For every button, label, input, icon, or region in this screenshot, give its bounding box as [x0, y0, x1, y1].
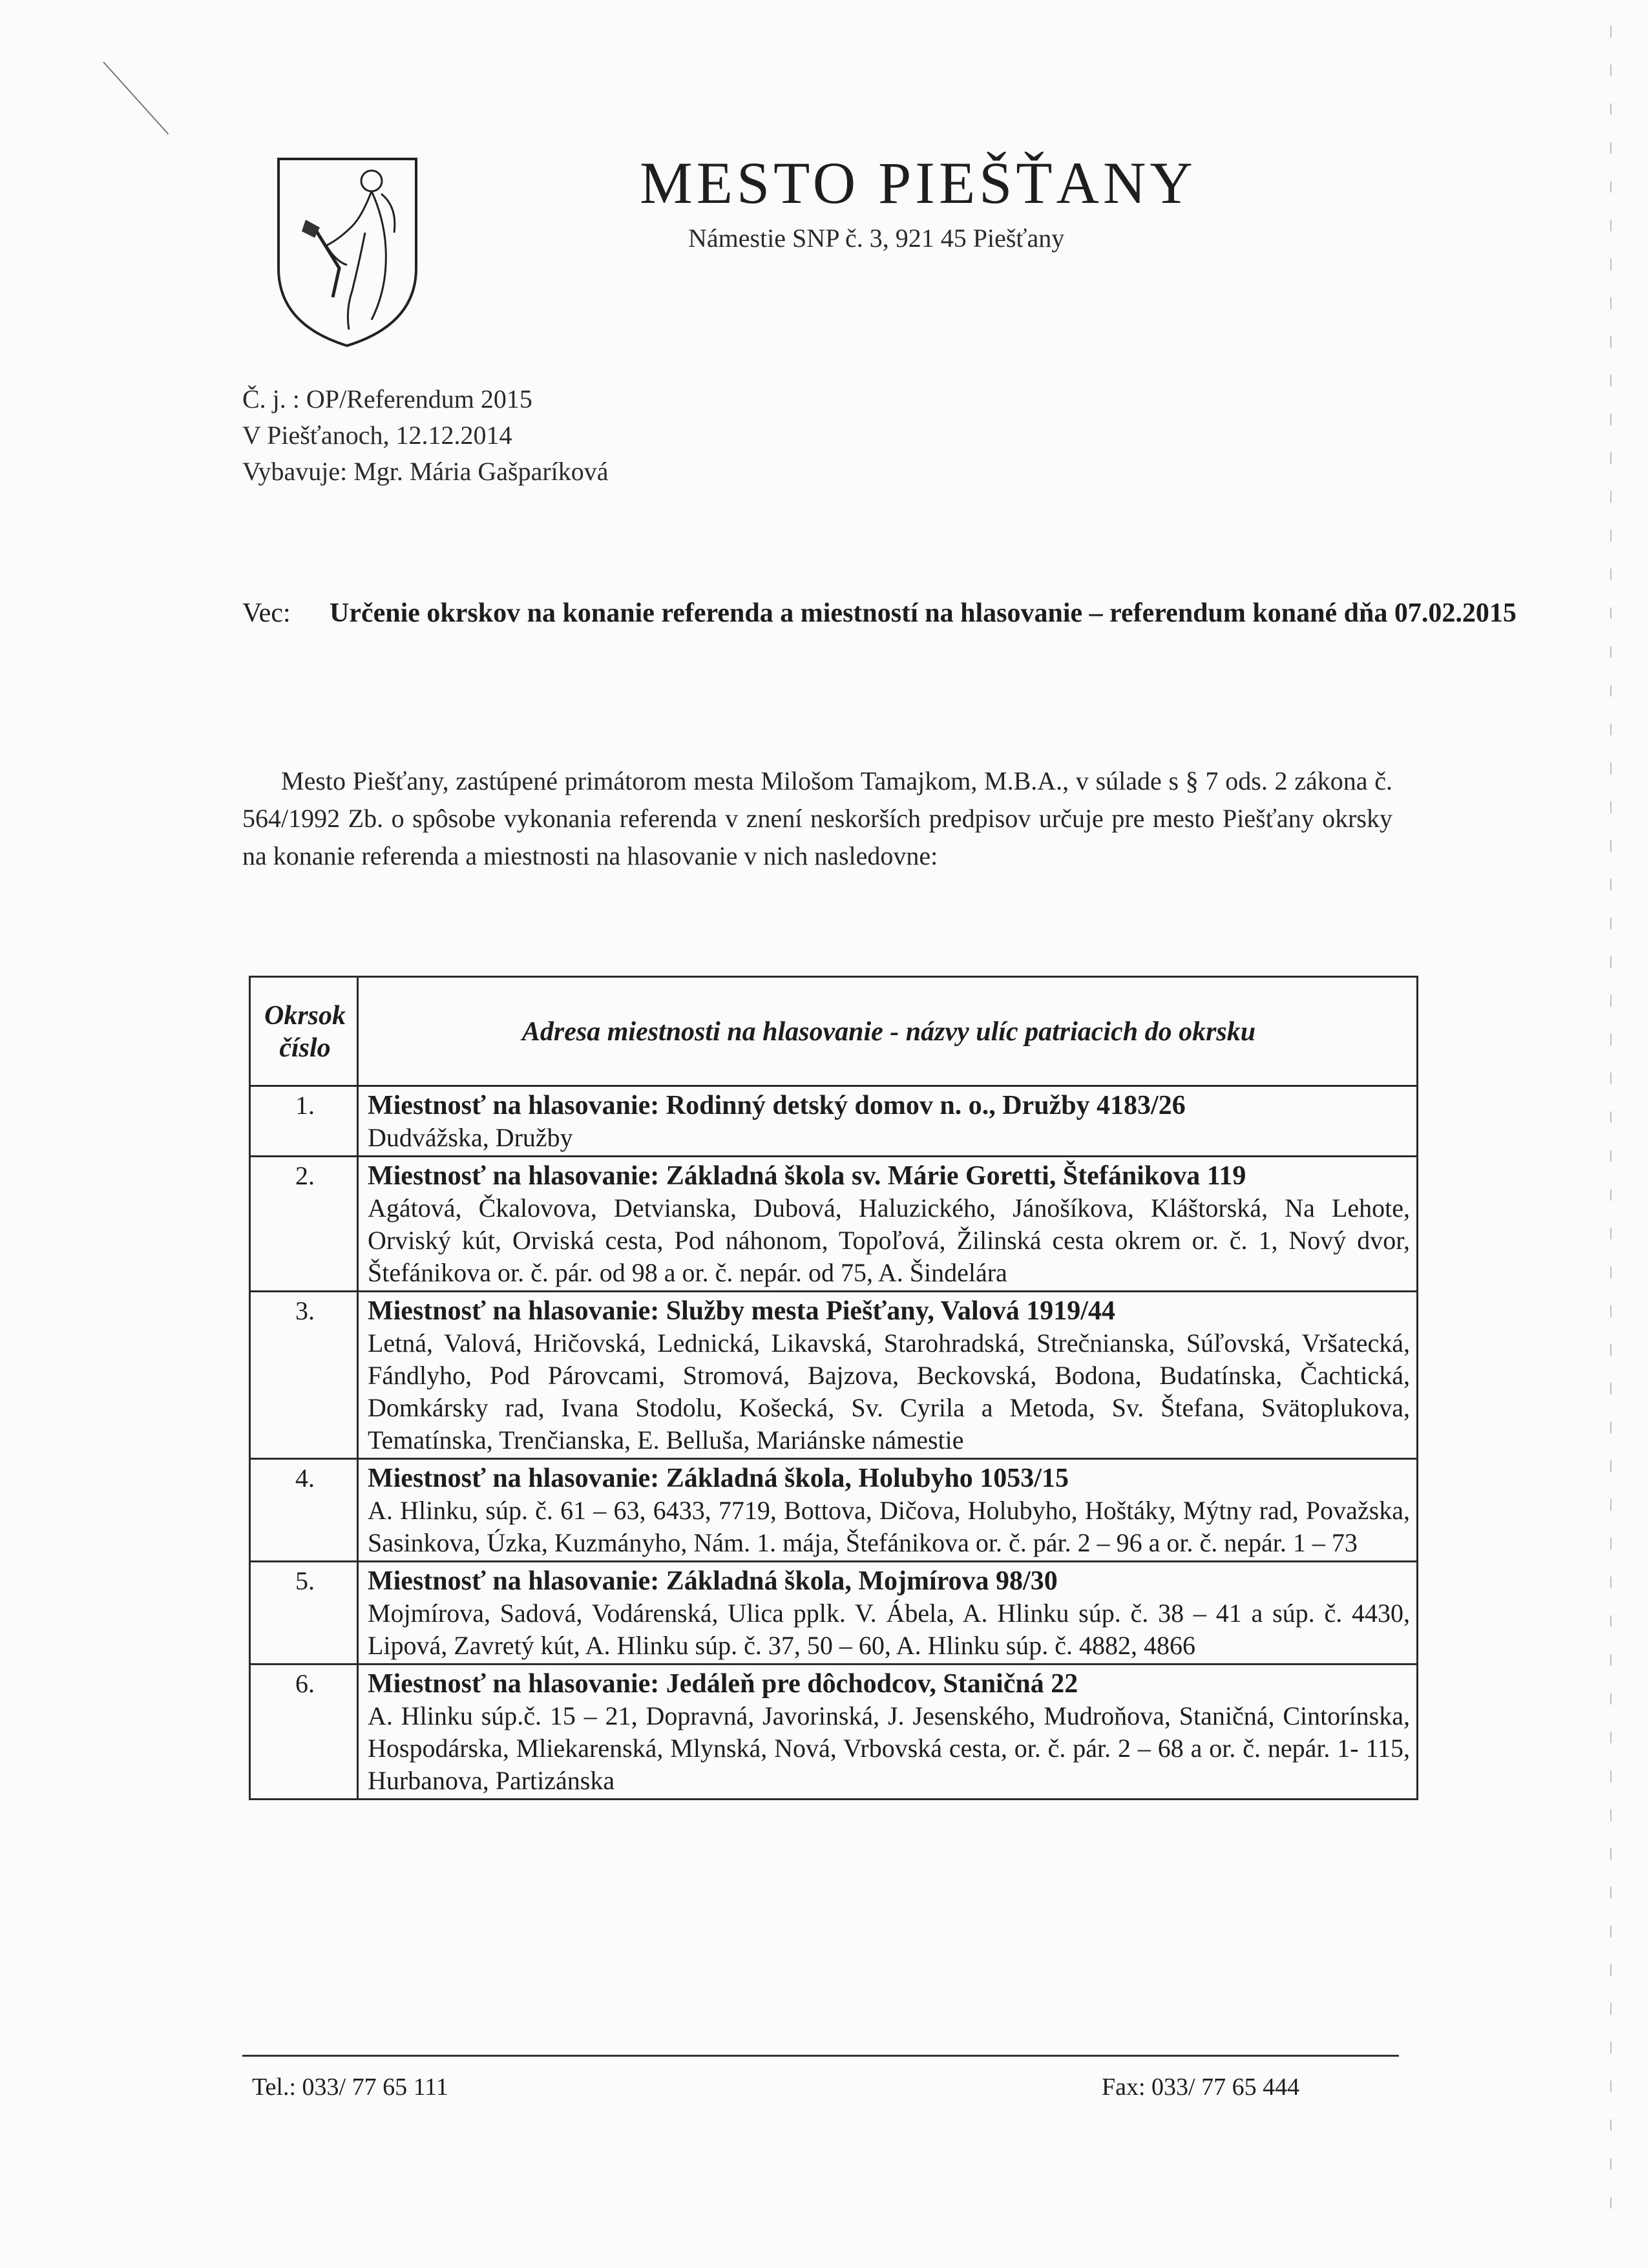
footer-divider	[242, 2055, 1399, 2057]
district-cell	[358, 1292, 1418, 1459]
footer-phone: Tel.: 033/ 77 65 111	[252, 2074, 448, 2101]
district-number: 3.	[250, 1292, 358, 1459]
intro-paragraph: Mesto Piešťany, zastúpené primátorom mesta Milošom Tamajkom, M.B.A., v súlade s § 7 ods. 2 zákona č. 564/1992 Zb. o spôsobe vykonania referenda v znení neskorších predpisov určuje pre mesto Piešťany okrsky na konanie referenda a miestnosti na hlasovanie v nich nasledovne:	[242, 766, 1392, 870]
city-address: Námestie SNP č. 3, 921 45 Piešťany	[688, 224, 1065, 253]
street-list: Mojmírova, Sadová, Vodárenská, Ulica pplk. V. Ábela, A. Hlinku súp. č. 38 – 41 a súp. č. 4430, Lipová, Zavretý kút, A. Hlinku súp. č. 37, 50 – 60, A. Hlinku súp. č. 4882, 4866	[368, 1599, 1410, 1660]
table-row	[250, 1562, 1418, 1664]
district-number: 1.	[250, 1086, 358, 1157]
city-title: MESTO PIEŠŤANY	[640, 150, 1197, 216]
table-row	[250, 1157, 1418, 1292]
voting-room: Miestnosť na hlasovanie: Základná škola sv. Márie Goretti, Štefánikova 119	[368, 1161, 1246, 1191]
table-row	[250, 1664, 1418, 1800]
district-cell	[358, 1459, 1418, 1562]
reference-block	[242, 381, 609, 490]
street-list: Agátová, Čkalovova, Detvianska, Dubová, Haluzického, Jánošíkova, Kláštorská, Na Lehote, Orviský kút, Orviská cesta, Pod náhonom, Topoľová, Žilinská cesta okrem or. č. 1, Nový dvor, Štefánikova or. č. pár. od 98 a or. č. nepár. od 75, A. Šindelára	[368, 1193, 1410, 1287]
voting-room: Miestnosť na hlasovanie: Základná škola, Holubyho 1053/15	[368, 1464, 1069, 1493]
district-number: 4.	[250, 1459, 358, 1562]
voting-room: Miestnosť na hlasovanie: Základná škola, Mojmírova 98/30	[368, 1566, 1058, 1596]
place-date: V Piešťanoch, 12.12.2014	[242, 421, 512, 450]
street-list: A. Hlinku, súp. č. 61 – 63, 6433, 7719, Bottova, Dičova, Holubyho, Hoštáky, Mýtny rad, Považska, Sasinkova, Úzka, Kuzmányho, Nám. 1. mája, Štefánikova or. č. pár. 2 – 96 a or. č. nepár. 1 – 73	[368, 1496, 1410, 1557]
table-header-row	[250, 977, 1418, 1086]
case-number: Č. j. : OP/Referendum 2015	[242, 384, 532, 414]
district-cell	[358, 1562, 1418, 1664]
voting-room: Miestnosť na hlasovanie: Služby mesta Piešťany, Valová 1919/44	[368, 1296, 1115, 1326]
district-cell	[358, 1664, 1418, 1800]
coat-of-arms-icon	[275, 155, 420, 349]
district-cell	[358, 1157, 1418, 1292]
voting-room: Miestnosť na hlasovanie: Jedáleň pre dôchodcov, Staničná 22	[368, 1669, 1078, 1699]
districts-table	[249, 976, 1418, 1800]
district-number: 5.	[250, 1562, 358, 1664]
scan-edge	[1610, 26, 1612, 2223]
header-address: Adresa miestnosti na hlasovanie - názvy ulíc patriacich do okrsku	[358, 977, 1418, 1086]
district-cell	[358, 1086, 1418, 1157]
header-district-number: Okrsok číslo	[250, 977, 358, 1086]
table-row	[250, 1292, 1418, 1459]
table-row	[250, 1459, 1418, 1562]
handled-by: Vybavuje: Mgr. Mária Gašparíková	[242, 457, 609, 486]
footer-fax: Fax: 033/ 77 65 444	[1102, 2074, 1300, 2101]
street-list: A. Hlinku súp.č. 15 – 21, Dopravná, Javorinská, J. Jesenského, Mudroňova, Staničná, Cintorínska, Hospodárska, Mliekarenská, Mlynská, Nová, Vrbovská cesta, or. č. pár. 2 – 68 a or. č. nepár. 1- 115, Hurbanova, Partizánska	[368, 1701, 1410, 1795]
subject-text: Určenie okrskov na konanie referenda a miestností na hlasovanie – referendum konané dňa 07.02.2015	[330, 598, 1517, 628]
district-number: 2.	[250, 1157, 358, 1292]
table-row	[250, 1086, 1418, 1157]
voting-room: Miestnosť na hlasovanie: Rodinný detský domov n. o., Družby 4183/26	[368, 1091, 1186, 1120]
street-list: Letná, Valová, Hričovská, Lednická, Likavská, Starohradská, Strečnianska, Súľovská, Vršatecká, Fándlyho, Pod Párovcami, Stromová, Bajzova, Beckovská, Bodona, Budatínska, Čachtická, Domkársky rad, Ivana Stodolu, Košecká, Sv. Cyrila a Metoda, Sv. Štefana, Svätoplukova, Tematínska, Trenčianska, E. Belluša, Mariánske námestie	[368, 1328, 1410, 1454]
subject-label: Vec:	[242, 598, 291, 628]
street-list: Dudvážska, Družby	[368, 1123, 573, 1152]
scan-artifact	[103, 61, 169, 134]
district-number: 6.	[250, 1664, 358, 1800]
